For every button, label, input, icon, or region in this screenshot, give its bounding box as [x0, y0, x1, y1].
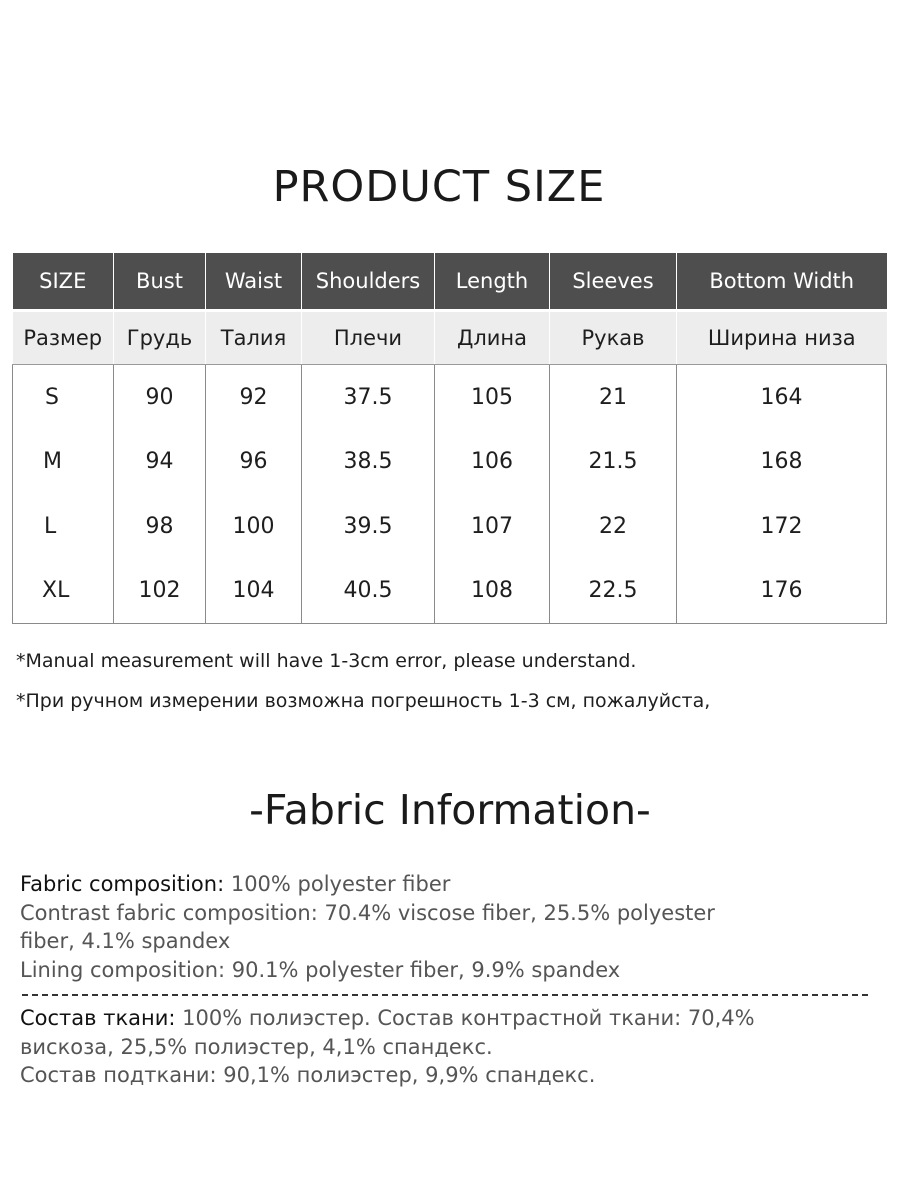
fabric-info-en: [20, 870, 870, 984]
cell-bust: 90: [114, 365, 206, 430]
cell-shoulders: 37.5: [302, 365, 435, 430]
ru-composition-line1: [20, 1004, 870, 1033]
header-size: SIZE: [13, 253, 114, 311]
header-sleeves: Sleeves: [550, 253, 677, 311]
header-ru-bust: Грудь: [114, 311, 206, 365]
header-shoulders: Shoulders: [302, 253, 435, 311]
ru-composition-value: 100% полиэстер. Состав контрастной ткани: 70,4%: [175, 1006, 755, 1030]
cell-shoulders: 38.5: [302, 430, 435, 495]
ru-composition-label: Состав ткани:: [20, 1006, 176, 1030]
cell-waist: 96: [206, 430, 302, 495]
size-table: [12, 253, 887, 624]
header-ru-shoulders: Плечи: [302, 311, 435, 365]
fabric-title: -Fabric Information-: [249, 786, 651, 834]
cell-length: 106: [435, 430, 550, 495]
cell-size: M: [13, 430, 114, 495]
lining-composition: Lining composition: 90.1% polyester fiber, 9.9% spandex: [20, 957, 621, 982]
header-ru-size: Размер: [13, 311, 114, 365]
measurement-note-en: *Manual measurement will have 1-3cm error, please understand.: [16, 650, 637, 672]
cell-bottom-width: 164: [677, 365, 887, 430]
table-row: [13, 365, 887, 430]
cell-sleeves: 21: [550, 365, 677, 430]
cell-waist: 104: [206, 559, 302, 624]
table-row: [13, 494, 887, 559]
cell-length: 105: [435, 365, 550, 430]
cell-bottom-width: 172: [677, 494, 887, 559]
cell-bust: 98: [114, 494, 206, 559]
header-ru-waist: Талия: [206, 311, 302, 365]
contrast-composition-line1: Contrast fabric composition: 70.4% viscose fiber, 25.5% polyester: [20, 900, 715, 925]
cell-sleeves: 22: [550, 494, 677, 559]
header-length: Length: [435, 253, 550, 311]
cell-bottom-width: 168: [677, 430, 887, 495]
fabric-composition-label: Fabric composition:: [20, 872, 225, 896]
cell-bust: 102: [114, 559, 206, 624]
header-ru-length: Длина: [435, 311, 550, 365]
cell-waist: 100: [206, 494, 302, 559]
cell-bust: 94: [114, 430, 206, 495]
contrast-composition-line2: fiber, 4.1% spandex: [20, 929, 231, 953]
cell-size: L: [13, 494, 114, 559]
page-title: PRODUCT SIZE: [272, 162, 606, 212]
table-header-ru: [13, 311, 887, 365]
table-header-en: [13, 253, 887, 311]
fabric-composition-line: [20, 870, 870, 899]
cell-length: 108: [435, 559, 550, 624]
header-bottom-width: Bottom Width: [677, 253, 887, 311]
cell-length: 107: [435, 494, 550, 559]
measurement-note-ru: *При ручном измерении возможна погрешность 1-3 см, пожалуйста,: [16, 690, 711, 712]
cell-shoulders: 40.5: [302, 559, 435, 624]
cell-size: S: [13, 365, 114, 430]
header-bust: Bust: [114, 253, 206, 311]
dashed-divider: [22, 994, 868, 996]
cell-waist: 92: [206, 365, 302, 430]
ru-composition-line3: Состав подткани: 90,1% полиэстер, 9,9% спандекс.: [20, 1063, 596, 1087]
cell-size: XL: [13, 559, 114, 624]
cell-sleeves: 21.5: [550, 430, 677, 495]
cell-shoulders: 39.5: [302, 494, 435, 559]
cell-sleeves: 22.5: [550, 559, 677, 624]
table-row: [13, 430, 887, 495]
table-row: [13, 559, 887, 624]
ru-composition-line2: вискоза, 25,5% полиэстер, 4,1% спандекс.: [20, 1034, 493, 1059]
fabric-composition-value: 100% polyester fiber: [224, 872, 451, 896]
header-waist: Waist: [206, 253, 302, 311]
cell-bottom-width: 176: [677, 559, 887, 624]
fabric-info-ru: [20, 1004, 870, 1090]
header-ru-bottom-width: Ширина низа: [677, 311, 887, 365]
header-ru-sleeves: Рукав: [550, 311, 677, 365]
